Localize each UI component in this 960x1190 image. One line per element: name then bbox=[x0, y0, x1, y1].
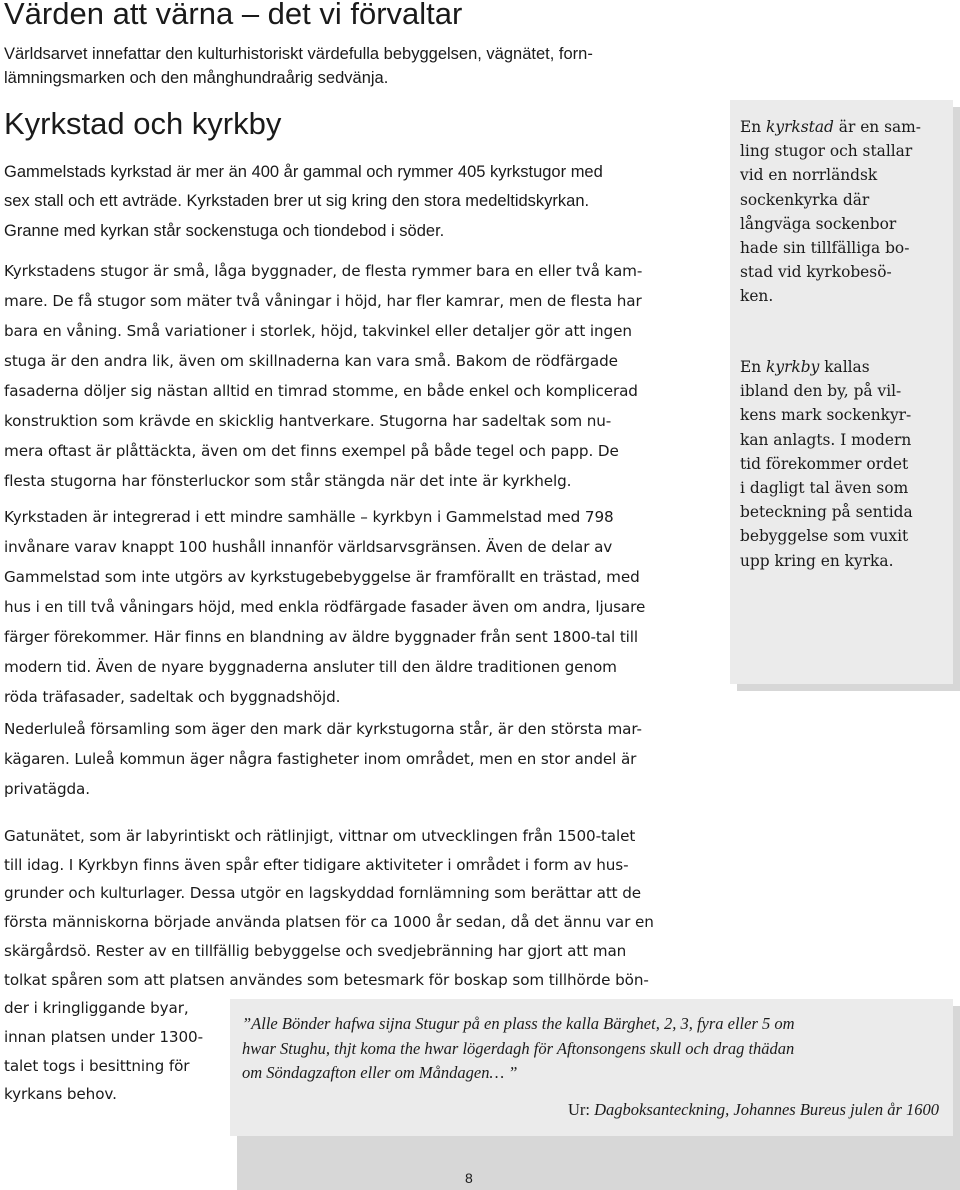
quote-line: hwar Stughu, thjt koma the hwar lögerdagh för Aftonsongens skull och drag thädan bbox=[242, 1039, 795, 1058]
definition-line: ling stugor och stallar bbox=[740, 142, 913, 161]
quote-line: ”Alle Bönder hafwa sijna Stugur på en plass the kalla Bärghet, 2, 3, fyra eller 5 om bbox=[242, 1014, 795, 1033]
definition-line: stad vid kyrkobesö- bbox=[740, 263, 892, 282]
text-line: till idag. I Kyrkbyn finns även spår efter tidigare aktiviteter i området i form av hus- bbox=[4, 855, 629, 874]
text-line: privatägda. bbox=[4, 780, 90, 798]
section-heading: Kyrkstad och kyrkby bbox=[4, 106, 282, 141]
paragraph-1 bbox=[4, 158, 603, 246]
text-line: sex stall och ett avträde. Kyrkstaden brer ut sig kring den stora medeltidskyrkan. bbox=[4, 192, 590, 210]
text-line: skärgårdsö. Rester av en tillfällig bebyggelse och svedjebränning har gjort att man bbox=[4, 941, 627, 960]
definition-line: vid en norrländsk bbox=[740, 166, 878, 185]
text-line: färger förekommer. Här finns en blandning av äldre byggnader från sent 1800-tal till bbox=[4, 628, 639, 646]
definition-kyrkby bbox=[740, 355, 913, 573]
text-line: Gammelstads kyrkstad är mer än 400 år gammal och rymmer 405 kyrkstugor med bbox=[4, 163, 603, 181]
text-line: mare. De få stugor som mäter två våningar i höjd, har fler kamrar, men de flesta har bbox=[4, 292, 642, 310]
definition-kyrkstad bbox=[740, 115, 921, 309]
text-line: innan platsen under 1300- bbox=[4, 1027, 204, 1046]
text-line: Gammelstad som inte utgörs av kyrkstugebebyggelse är framförallt en trästad, med bbox=[4, 568, 640, 586]
quote-line: om Söndagzafton eller om Måndagen… ” bbox=[242, 1063, 518, 1082]
paragraph-3 bbox=[4, 502, 645, 712]
text-line: invånare varav knappt 100 hushåll innanför världsarvsgränsen. Även de delar av bbox=[4, 538, 613, 556]
term-kyrkstad: kyrkstad bbox=[766, 118, 834, 136]
text-line: Granne med kyrkan står sockenstuga och tiondebod i söder. bbox=[4, 222, 445, 240]
quote-box bbox=[230, 999, 953, 1136]
definition-line: ibland den by, på vil- bbox=[740, 382, 902, 401]
page-heading: Värden att värna – det vi förvaltar bbox=[4, 0, 463, 31]
definition-line: kens mark sockenkyr- bbox=[740, 406, 912, 425]
text-line: bara en våning. Små variationer i storlek, höjd, takvinkel eller detaljer gör att ingen bbox=[4, 322, 632, 340]
text-line: lämningsmarken och den månghundraårig sedvänja. bbox=[4, 69, 389, 87]
definition-line: kan anlagts. I modern bbox=[740, 430, 912, 449]
intro-paragraph bbox=[4, 42, 704, 90]
definition-line: sockenkyrka där bbox=[740, 190, 870, 209]
text-line: Gatunätet, som är labyrintiskt och rätlinjigt, vittnar om utvecklingen från 1500-talet bbox=[4, 827, 636, 845]
definition-text: kallas bbox=[819, 358, 870, 376]
quote-source bbox=[568, 1100, 939, 1120]
definition-line: tid förekommer ordet bbox=[740, 454, 909, 473]
text-line: fasaderna döljer sig nästan alltid en timrad stomme, en både enkel och komplicerad bbox=[4, 382, 638, 400]
text-line: kyrkans behov. bbox=[4, 1085, 117, 1104]
text-line: grunder och kulturlager. Dessa utgör en lagskyddad fornlämning som berättar att de bbox=[4, 884, 642, 903]
definition-line: beteckning på sentida bbox=[740, 503, 913, 522]
text-line: kägaren. Luleå kommun äger några fastigheter inom området, men en stor andel är bbox=[4, 750, 637, 768]
page-number: 8 bbox=[465, 1170, 473, 1186]
quote-source-text: Dagboksanteckning, Johannes Bureus julen år 1600 bbox=[594, 1100, 939, 1119]
text-line: konstruktion som krävde en skicklig hantverkare. Stugorna har sadeltak som nu- bbox=[4, 412, 612, 430]
definition-line: hade sin tillfälliga bo- bbox=[740, 239, 910, 258]
text-line: hus i en till två våningars höjd, med enkla rödfärgade fasader även om andra, ljusare bbox=[4, 598, 646, 616]
text-line: Kyrkstadens stugor är små, låga byggnader, de flesta rymmer bara en eller två kam- bbox=[4, 262, 643, 280]
definition-line: långväga sockenbor bbox=[740, 214, 897, 233]
definition-sidebar bbox=[730, 100, 953, 684]
text-line: mera oftast är plåttäckta, även om det finns exempel på både tegel och papp. De bbox=[4, 442, 619, 460]
definition-text: En bbox=[740, 358, 767, 376]
text-line: modern tid. Även de nyare byggnaderna ansluter till den äldre traditionen genom bbox=[4, 658, 617, 676]
text-line: flesta stugorna har fönsterluckor som står stängda när det inte är kyrkhelg. bbox=[4, 472, 572, 490]
text-line: tolkat spåren som att platsen användes som betesmark för boskap som tillhörde bön- bbox=[4, 970, 649, 989]
paragraph-2 bbox=[4, 256, 642, 496]
text-line: Nederluleå församling som äger den mark där kyrkstugorna står, är den största mar- bbox=[4, 720, 642, 738]
text-line: röda träfasader, sadeltak och byggnadshöjd. bbox=[4, 688, 341, 706]
definition-text: En bbox=[740, 118, 767, 136]
definition-first-line bbox=[740, 115, 921, 139]
definition-line: bebyggelse som vuxit bbox=[740, 527, 909, 546]
term-kyrkby: kyrkby bbox=[766, 358, 820, 376]
definition-line: i dagligt tal även som bbox=[740, 479, 909, 498]
definition-line: upp kring en kyrka. bbox=[740, 551, 894, 570]
definition-text: är en sam- bbox=[833, 118, 921, 136]
paragraph-4 bbox=[4, 714, 642, 804]
definition-line: ken. bbox=[740, 287, 774, 306]
text-line: första människorna började använda platsen för ca 1000 år sedan, då det ännu var en bbox=[4, 913, 654, 932]
definition-first-line bbox=[740, 355, 913, 379]
text-line: Världsarvet innefattar den kulturhistoriskt värdefulla bebyggelsen, vägnätet, forn- bbox=[4, 45, 593, 63]
text-line: der i kringliggande byar, bbox=[4, 999, 189, 1018]
text-line: stuga är den andra lik, även om skillnaderna kan vara små. Bakom de rödfärgade bbox=[4, 352, 618, 370]
text-line: talet togs i besittning för bbox=[4, 1056, 190, 1075]
text-line: Kyrkstaden är integrerad i ett mindre samhälle – kyrkbyn i Gammelstad med 798 bbox=[4, 508, 614, 526]
quote-source-prefix: Ur: bbox=[567, 1100, 595, 1119]
